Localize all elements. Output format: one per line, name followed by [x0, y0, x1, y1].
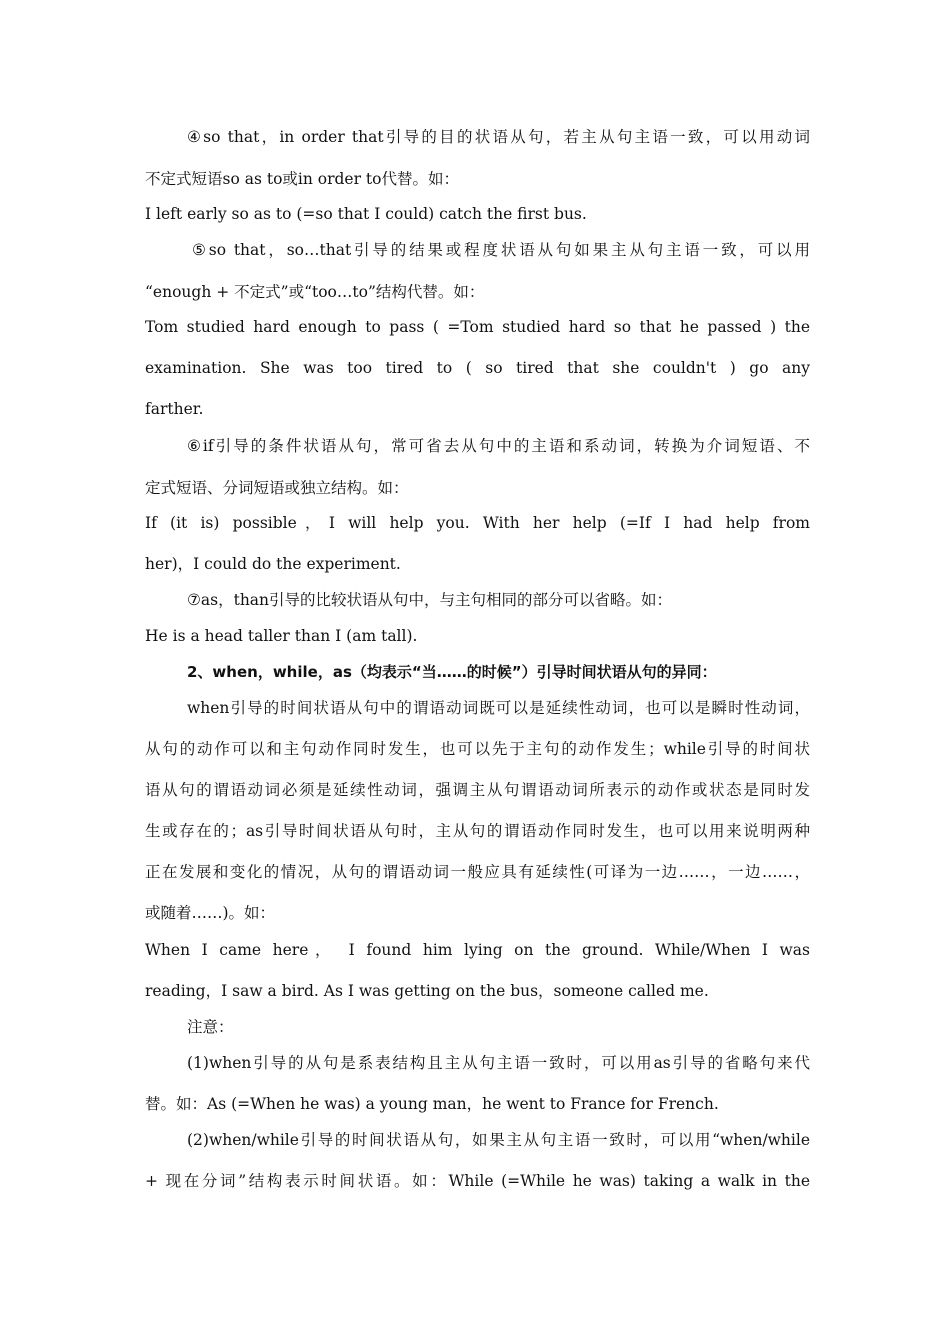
- text-line: 正在发展和变化的情况，从句的谓语动词一般应具有延续性(可译为一边……，一边……，: [145, 863, 810, 881]
- text-line: I left early so as to (=so that I could) catch the first bus.: [145, 205, 587, 223]
- text-line: ④so that，in order that引导的目的状语从句，若主从句主语一致，可以用动词: [187, 128, 810, 146]
- text-line: He is a head taller than I (am tall).: [145, 627, 418, 645]
- text-line: (1)when引导的从句是系表结构且主从句主语一致时，可以用as引导的省略句来代: [187, 1054, 810, 1072]
- text-line: 定式短语、分词短语或独立结构。如：: [145, 479, 409, 497]
- text-line: examination. She was too tired to ( so tired that she couldn't ) go any: [145, 359, 810, 377]
- text-line: ⑤so that，so…that引导的结果或程度状语从句如果主从句主语一致，可以用: [192, 241, 810, 259]
- text-line: + 现在分词”结构表示时间状语。如：While (=While he was) taking a walk in the: [145, 1172, 810, 1190]
- text-line: If (it is) possible，I will help you. With her help (=If I had help from: [145, 514, 810, 532]
- text-line: 不定式短语so as to或in order to代替。如：: [145, 170, 459, 188]
- text-line: 生或存在的；as引导时间状语从句时，主从句的谓语动作同时发生，也可以用来说明两种: [145, 822, 810, 840]
- text-line: farther.: [145, 400, 204, 418]
- text-line: ⑦as，than引导的比较状语从句中，与主句相同的部分可以省略。如：: [187, 591, 673, 609]
- text-line: 语从句的谓语动词必须是延续性动词，强调主从句谓语动词所表示的动作或状态是同时发: [145, 781, 810, 799]
- text-line: Tom studied hard enough to pass ( =Tom studied hard so that he passed ) the: [145, 318, 810, 336]
- text-line: when引导的时间状语从句中的谓语动词既可以是延续性动词，也可以是瞬时性动词，: [187, 699, 810, 717]
- text-line: reading，I saw a bird. As I was getting on the bus，someone called me.: [145, 982, 709, 1000]
- text-line: ⑥if引导的条件状语从句，常可省去从句中的主语和系动词，转换为介词短语、不: [187, 437, 810, 455]
- section-heading: 2、when，while，as（均表示“当……的时候”）引导时间状语从句的异同：: [187, 663, 717, 681]
- text-line: (2)when/while引导的时间状语从句，如果主从句主语一致时，可以用“when/while: [187, 1131, 810, 1149]
- note-heading: 注意：: [187, 1018, 234, 1036]
- text-line: 从句的动作可以和主句动作同时发生，也可以先于主句的动作发生；while引导的时间状: [145, 740, 810, 758]
- text-line: 或随着……)。如：: [145, 904, 276, 922]
- text-line: her)，I could do the experiment.: [145, 555, 401, 573]
- text-line: When I came here， I found him lying on the ground. While/When I was: [145, 941, 810, 959]
- text-line: “enough + 不定式”或“too…to”结构代替。如：: [145, 283, 485, 301]
- text-line: 替。如：As (=When he was) a young man，he went to France for French.: [145, 1095, 719, 1113]
